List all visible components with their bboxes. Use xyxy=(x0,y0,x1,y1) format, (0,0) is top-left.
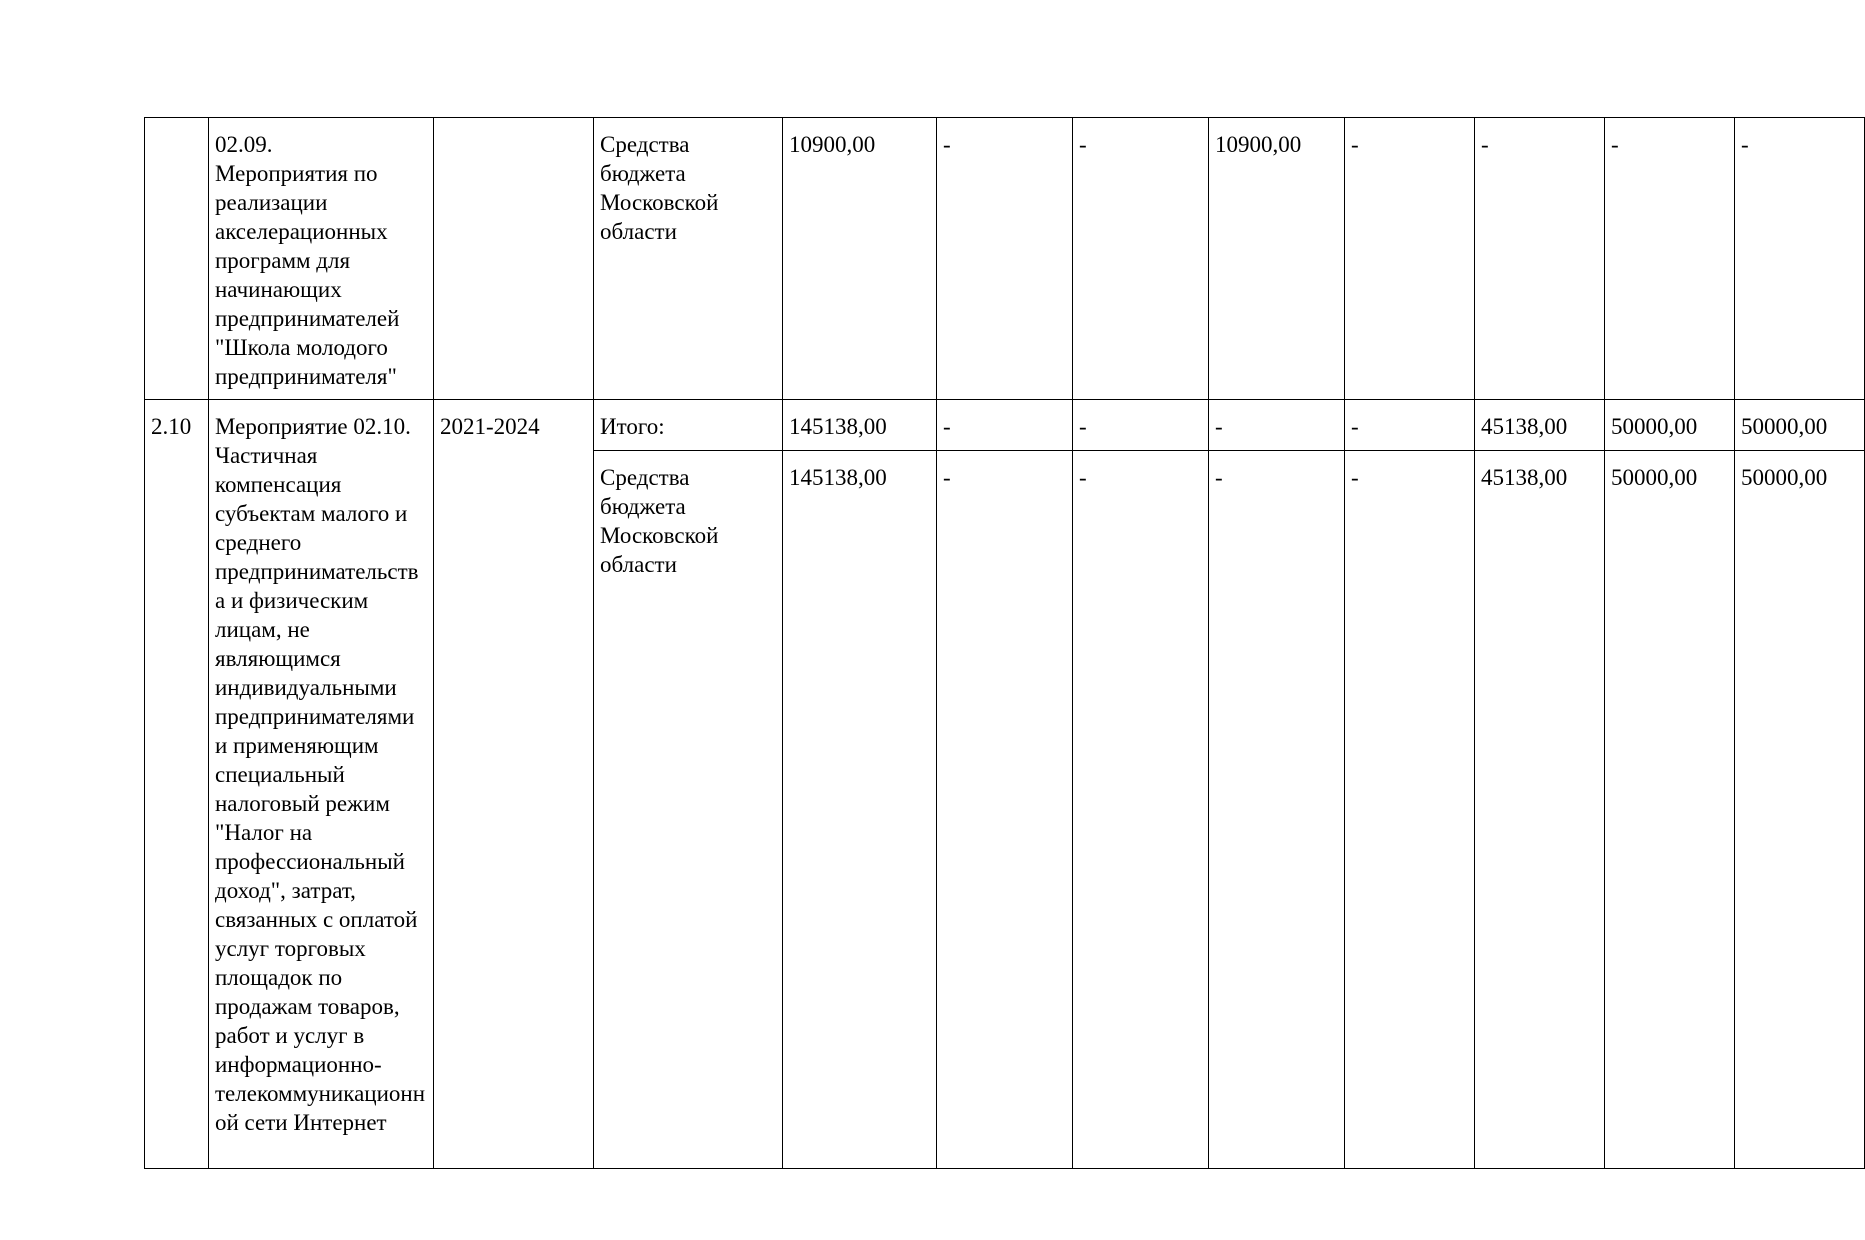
cell-value: - xyxy=(937,400,1073,451)
cell-value: - xyxy=(937,118,1073,400)
cell-value: - xyxy=(1735,118,1865,400)
table-row xyxy=(145,400,1865,451)
cell-value: - xyxy=(1073,451,1209,1169)
cell-value: - xyxy=(1345,400,1475,451)
cell-value: 10900,00 xyxy=(783,118,937,400)
cell-value: 50000,00 xyxy=(1735,451,1865,1169)
cell-source: Средства бюджета Московской области xyxy=(594,451,783,1169)
cell-value: - xyxy=(1345,118,1475,400)
cell-years xyxy=(434,118,594,400)
funding-table xyxy=(144,117,1865,1169)
cell-value: 45138,00 xyxy=(1475,400,1605,451)
cell-source: Средства бюджета Московской области xyxy=(594,118,783,400)
cell-value: 50000,00 xyxy=(1735,400,1865,451)
cell-value: - xyxy=(1073,118,1209,400)
cell-value: 10900,00 xyxy=(1209,118,1345,400)
cell-value: - xyxy=(1475,118,1605,400)
cell-value: - xyxy=(1605,118,1735,400)
cell-value: - xyxy=(1209,451,1345,1169)
cell-value: 145138,00 xyxy=(783,451,937,1169)
cell-value: - xyxy=(1345,451,1475,1169)
cell-value: 45138,00 xyxy=(1475,451,1605,1169)
cell-name xyxy=(209,118,434,400)
cell-value: 145138,00 xyxy=(783,400,937,451)
cell-value: - xyxy=(1209,400,1345,451)
cell-value: - xyxy=(1073,400,1209,451)
name-text: 02.09. Мероприятия по реализации акселерационных программ для начинающих предпринимателей "Школа молодого предпринимателя" xyxy=(215,132,400,389)
cell-value: - xyxy=(937,451,1073,1169)
cell-num: 2.10 xyxy=(145,400,209,1169)
cell-source: Итого: xyxy=(594,400,783,451)
cell-years: 2021-2024 xyxy=(434,400,594,1169)
cell-value: 50000,00 xyxy=(1605,400,1735,451)
cell-num xyxy=(145,118,209,400)
cell-name: Мероприятие 02.10. Частичная компенсация субъектам малого и среднего предпринимательства и физическим лицам, не являющимся индивидуальными предпринимателями и применяющим специальный налоговый режим "Налог на профессиональный доход", затрат, связанных с оплатой услуг торговых площадок по продажам товаров, работ и услуг в информационно-телекоммуникационной сети Интернет xyxy=(209,400,434,1169)
cell-value: 50000,00 xyxy=(1605,451,1735,1169)
table-row xyxy=(145,118,1865,400)
page-bottom-margin xyxy=(0,1169,1754,1240)
